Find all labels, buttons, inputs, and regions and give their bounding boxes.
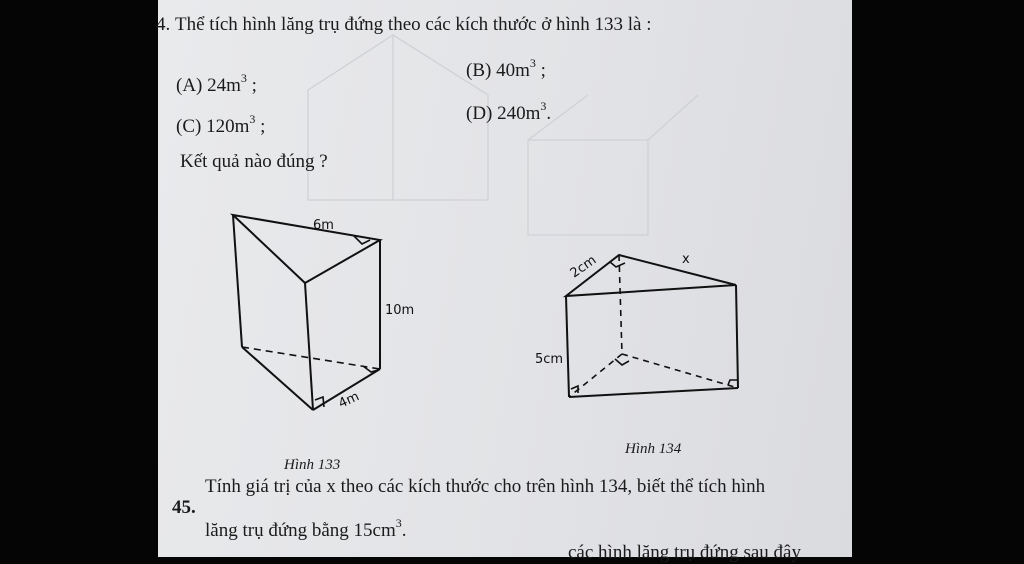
question-45-number: 45. xyxy=(172,497,196,518)
prism-134-bottom-edge xyxy=(569,388,738,397)
right-angle-mark-134-top xyxy=(610,262,625,267)
option-d-tail: . xyxy=(546,103,552,124)
option-a-exponent: 3 xyxy=(240,71,247,85)
figure-133-label-top: 6m xyxy=(313,218,334,233)
option-b-label: (B) 40m xyxy=(466,60,530,81)
figure-134-prism xyxy=(158,0,852,557)
option-d-exponent: 3 xyxy=(540,99,547,113)
question-45-line2-text: lăng trụ đứng bằng 15cm xyxy=(205,520,396,541)
prism-134-hidden-right xyxy=(622,354,738,388)
option-a-label: (A) 24m xyxy=(176,75,241,96)
question-45-line1: Tính giá trị của x theo các kích thước cho trên hình 134, biết thể tích hình xyxy=(205,476,766,497)
option-b-tail: ; xyxy=(535,60,546,81)
prism-134-left-edge xyxy=(566,296,569,397)
figure-134-caption: Hình 134 xyxy=(625,441,682,457)
figure-133-label-bottom: 4m xyxy=(336,389,362,412)
figure-133-caption: Hình 133 xyxy=(284,457,341,473)
figure-133-label-side: 10m xyxy=(385,303,415,318)
option-d-label: (D) 240m xyxy=(466,103,541,124)
option-a-tail: ; xyxy=(246,75,257,96)
question-44-stem: Thể tích hình lăng trụ đứng theo các kích thước ở hình 133 là : xyxy=(175,14,652,35)
textbook-page xyxy=(156,0,852,563)
option-c-label: (C) 120m xyxy=(176,116,250,137)
prism-134-hidden-left xyxy=(569,354,622,397)
figure-134-label-short: 2cm xyxy=(567,252,600,282)
prism-134-hidden-vertical xyxy=(619,255,622,354)
question-44-prompt: Kết quả nào đúng ? xyxy=(180,151,328,172)
figure-134-label-x: x xyxy=(682,252,690,267)
right-angle-mark-134-right xyxy=(728,380,738,385)
question-45-line2-tail: . xyxy=(401,520,407,541)
figure-134-label-height: 5cm xyxy=(535,352,564,367)
question-45-line2 xyxy=(205,516,407,542)
option-b-exponent: 3 xyxy=(529,56,536,70)
question-44-number: 4. xyxy=(156,14,171,35)
question-45-exponent: 3 xyxy=(395,516,402,530)
option-c-exponent: 3 xyxy=(249,112,256,126)
question-46-partial-line: các hình lăng trụ đứng sau đây xyxy=(568,542,801,563)
option-c-tail: ; xyxy=(255,116,266,137)
right-angle-mark-134-bottom xyxy=(615,359,629,365)
prism-134-right-edge xyxy=(736,285,738,388)
